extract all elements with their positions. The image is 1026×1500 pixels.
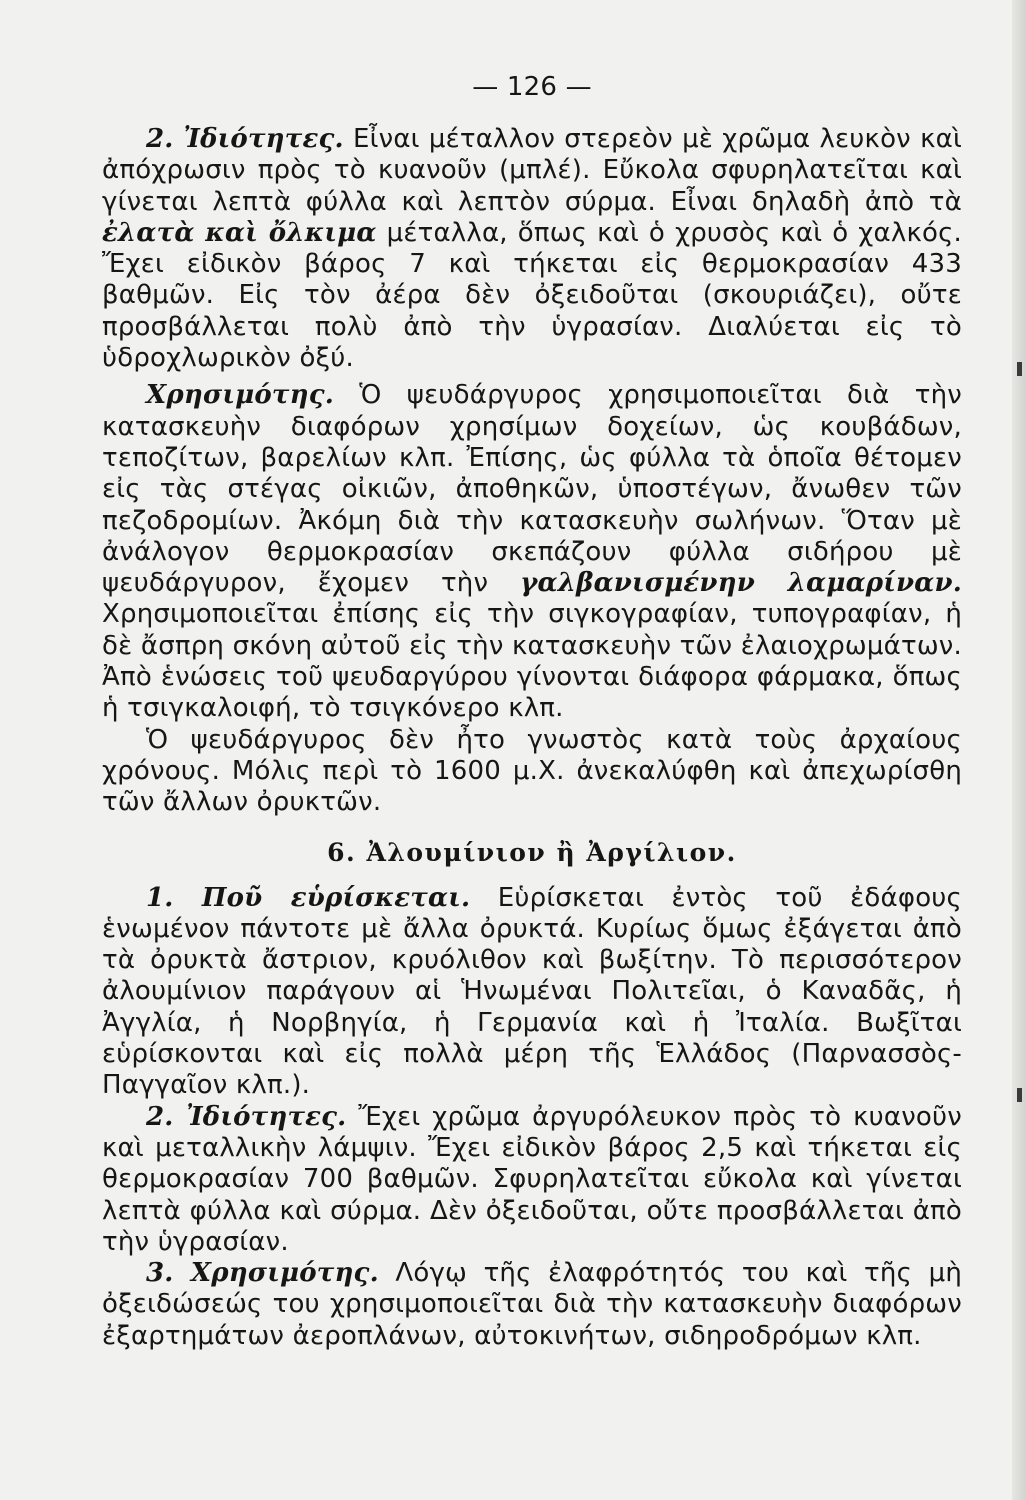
paragraph-history: Ὁ ψευδάργυρος δὲν ἦτο γνωστὸς κατὰ τοὺς ἀρχαίους χρόνους. Μόλις περὶ τὸ 1600 μ.Χ. ἀνεκαλύφθη καὶ ἀπεχωρίσθη τῶν ἄλλων ὀρυκτῶν. <box>102 724 962 818</box>
page-number: — 126 — <box>472 72 592 102</box>
paragraph-aluminium-properties <box>102 1102 962 1258</box>
paragraph-text: Χρησιμοποιεῖται ἐπίσης εἰς τὴν σιγκογραφίαν, τυπογραφίαν, ἡ δὲ ἄσπρη σκόνη αὐτοῦ εἰς τὴν κατασκευὴν τῶν ἐλαιοχρωμάτων. Ἀπὸ ἑνώσεις τοῦ ψευδαργύρου γίνονται διάφορα φάρμακα, ὅπως ἡ τσιγκαλοιφή, τὸ τσιγκόνερο κλπ. <box>102 599 962 724</box>
paragraph-aluminium-usefulness <box>102 1258 962 1352</box>
paragraph-properties <box>102 124 962 374</box>
paragraph-label: 1. Ποῦ εὑρίσκεται. <box>146 882 471 913</box>
paragraph-text: Εὑρίσκεται ἐντὸς τοῦ ἐδάφους ἑνωμένον πάντοτε μὲ ἄλλα ὀρυκτά. Κυρίως ὅμως ἐξάγεται ἀπὸ τὰ ὀρυκτὰ ἄστριον, κρυόλιθον καὶ βωξίτην. Τὸ περισσότερον ἀλουμίνιον παράγουν αἱ Ἡνωμέναι Πολιτεῖαι, ὁ Καναδᾶς, ἡ Ἀγγλία, ἡ Νορβηγία, ἡ Γερμανία καὶ ἡ Ἰταλία. Βωξῖται εὑρίσκονται καὶ εἰς πολλὰ μέρη τῆς Ἑλλάδος (Παρνασσὸς-Παγγαῖον κλπ.). <box>102 882 963 1101</box>
paragraph-text: Λόγῳ τῆς ἐλαφρότητός του καὶ τῆς μὴ ὀξειδώσεώς του χρησιμοποιεῖται διὰ τὴν κατασκευὴν διαφόρων ἐξαρτημάτων ἀεροπλάνων, αὐτοκινήτων, σιδηροδρόμων κλπ. <box>102 1258 963 1351</box>
page-content <box>102 70 962 1352</box>
emphasis-text: γαλβανισμένην λαμαρίναν. <box>520 568 962 599</box>
paragraph-usefulness <box>102 380 962 724</box>
paragraph-text: μέταλλα, ὅπως καὶ ὁ χρυσὸς καὶ ὁ χαλκός. Ἔχει εἰδικὸν βάρος 7 καὶ τήκεται εἰς θερμοκρασίαν 433 βαθμῶν. Εἰς τὸν ἀέρα δὲν ὀξειδοῦται (σκουριάζει), οὔτε προσβάλλεται πολὺ ἀπὸ τὴν ὑγρασίαν. Διαλύεται εἰς τὸ ὑδροχλωρικὸν ὀξύ. <box>102 217 962 374</box>
paragraph-text: Ὁ ψευδάργυρος χρησιμοποιεῖται διὰ τὴν κατασκευὴν διαφόρων χρησίμων δοχείων, ὡς κουβάδων, τεποζίτων, βαρελίων κλπ. Ἐπίσης, ὡς φύλλα τὰ ὁποῖα θέτομεν εἰς τὰς στέγας οἰκιῶν, ἀποθηκῶν, ὑποστέγων, ἄνωθεν τῶν πεζοδρομίων. Ἀκόμη διὰ τὴν κατασκευὴν σωλήνων. Ὅταν μὲ ἀνάλογον θερμοκρασίαν σκεπάζουν φύλλα σιδήρου μὲ ψευδάργυρον, ἔχομεν τὴν <box>102 380 962 599</box>
paragraph-where-found <box>102 883 962 1102</box>
edge-mark <box>1017 1088 1022 1102</box>
paragraph-label: 2. Ἰδιότητες. <box>146 124 344 154</box>
paragraph-text: Ἔχει χρῶμα ἀργυρόλευκον πρὸς τὸ κυανοῦν καὶ μεταλλικὴν λάμψιν. Ἔχει εἰδικὸν βάρος 2,5 καὶ τήκεται εἰς θερμοκρασίαν 700 βαθμῶν. Σφυρηλατεῖται εὔκολα καὶ γίνεται λεπτὰ φύλλα καὶ σύρμα. Δὲν ὀξειδοῦται, οὔτε προσβάλλεται ἀπὸ τὴν ὑγρασίαν. <box>102 1101 962 1257</box>
paragraph-label: 2. Ἰδιότητες. <box>146 1101 347 1132</box>
paragraph-label: 3. Χρησιμότης. <box>146 1258 379 1289</box>
paragraph-label: Χρησιμότης. <box>146 380 334 411</box>
page-edge <box>1012 0 1026 1500</box>
paragraph-text: Εἶναι μέταλλον στερεὸν μὲ χρῶμα λευκὸν καὶ ἀπόχρωσιν πρὸς τὸ κυανοῦν (μπλέ). Εὔκολα σφυρηλατεῖται καὶ γίνεται λεπτὰ φύλλα καὶ λεπτὸν σύρμα. Εἶναι δηλαδὴ ἀπὸ τὰ <box>102 124 962 217</box>
edge-mark <box>1017 362 1022 376</box>
emphasis-text: ἐλατὰ καὶ ὄλκιμα <box>102 217 377 248</box>
section-heading: 6. Ἀλουμίνιον ἢ Ἀργίλιον. <box>327 837 737 867</box>
